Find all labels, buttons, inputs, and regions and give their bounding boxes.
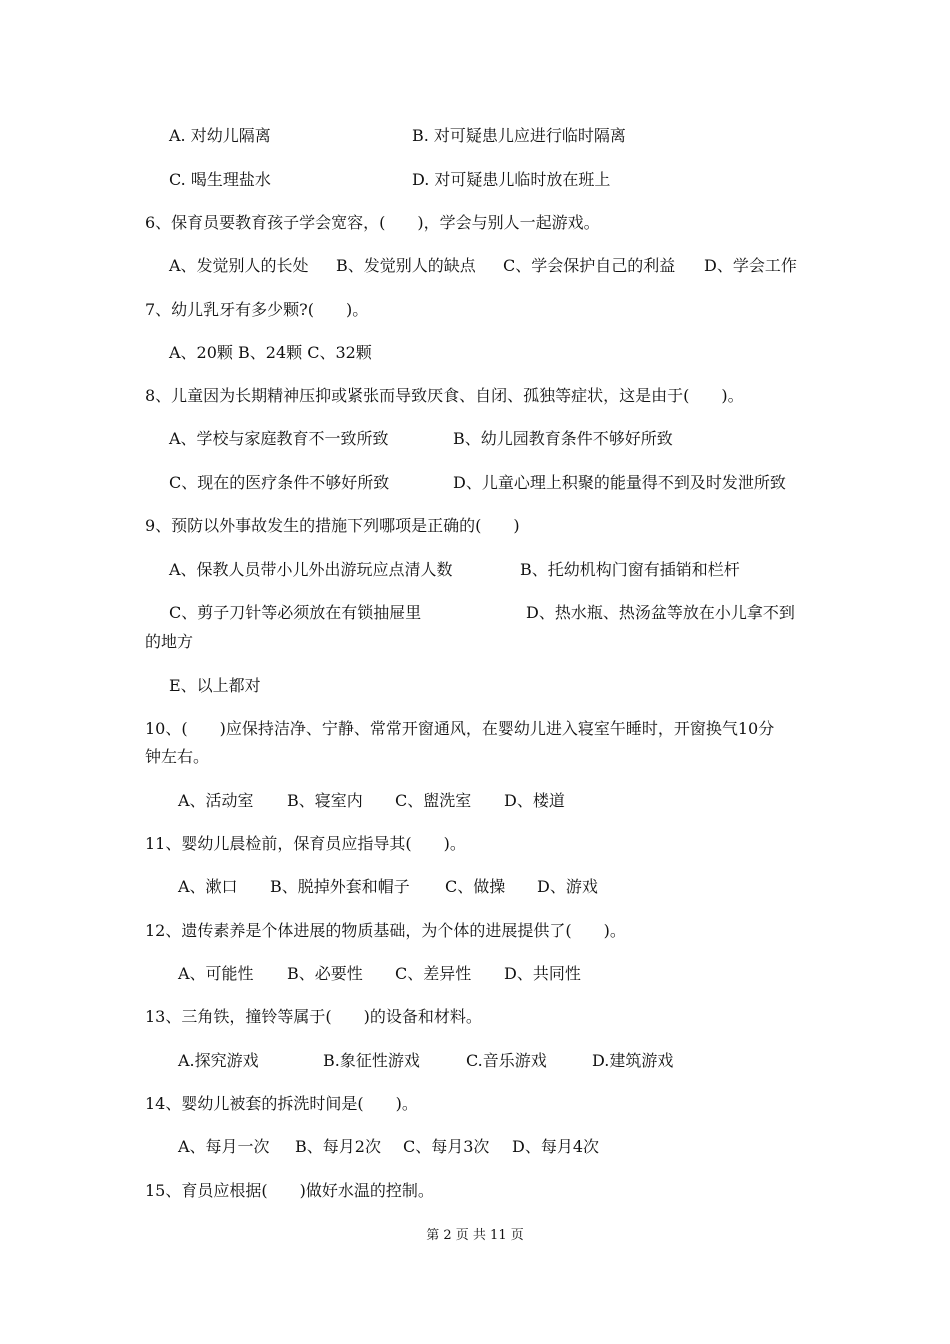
q5-option-a: A. 对幼儿隔离 bbox=[169, 126, 271, 145]
q9-option-d: D、热水瓶、热汤盆等放在小儿拿不到 bbox=[526, 603, 795, 622]
q8-option-b: B、幼儿园教育条件不够好所致 bbox=[453, 429, 673, 448]
q13-option-d: D.建筑游戏 bbox=[592, 1051, 674, 1070]
q15-stem: 15、育员应根据( )做好水温的控制。 bbox=[145, 1181, 434, 1200]
q11-option-b: B、脱掉外套和帽子 bbox=[270, 877, 410, 896]
page-footer: 第 2 页 共 11 页 bbox=[426, 1228, 524, 1243]
q6-option-d: D、学会工作 bbox=[704, 256, 797, 275]
q10-stem-line1: 10、( )应保持洁净、宁静、常常开窗通风，在婴幼儿进入寝室午睡时，开窗换气10分 bbox=[145, 719, 775, 738]
q8-option-a: A、学校与家庭教育不一致所致 bbox=[169, 429, 389, 448]
q9-option-a: A、保教人员带小儿外出游玩应点清人数 bbox=[169, 560, 453, 579]
q10-option-d: D、楼道 bbox=[504, 791, 565, 810]
q5-option-d: D. 对可疑患儿临时放在班上 bbox=[412, 170, 611, 189]
q10-option-c: C、盥洗室 bbox=[395, 791, 472, 810]
q11-option-d: D、游戏 bbox=[537, 877, 598, 896]
q14-stem: 14、婴幼儿被套的拆洗时间是( )。 bbox=[145, 1094, 418, 1113]
q13-option-a: A.探究游戏 bbox=[178, 1051, 259, 1070]
q6-option-c: C、学会保护自己的利益 bbox=[503, 256, 676, 275]
q6-stem: 6、保育员要教育孩子学会宽容，( )，学会与别人一起游戏。 bbox=[145, 213, 600, 232]
q9-option-e: E、以上都对 bbox=[169, 676, 261, 695]
q10-option-a: A、活动室 bbox=[178, 791, 254, 810]
q8-option-c: C、现在的医疗条件不够好所致 bbox=[169, 473, 390, 492]
q11-option-c: C、做操 bbox=[445, 877, 506, 896]
q13-option-b: B.象征性游戏 bbox=[323, 1051, 420, 1070]
q6-option-a: A、发觉别人的长处 bbox=[169, 256, 309, 275]
q14-option-a: A、每月一次 bbox=[178, 1137, 270, 1156]
q10-option-b: B、寝室内 bbox=[287, 791, 363, 810]
q13-stem: 13、三角铁，撞铃等属于( )的设备和材料。 bbox=[145, 1007, 482, 1026]
q9-stem: 9、预防以外事故发生的措施下列哪项是正确的( ) bbox=[145, 516, 520, 535]
q9-option-d-continued: 的地方 bbox=[145, 632, 194, 651]
q8-stem: 8、儿童因为长期精神压抑或紧张而导致厌食、自闭、孤独等症状，这是由于( )。 bbox=[145, 386, 744, 405]
q10-stem-line2: 钟左右。 bbox=[145, 747, 210, 766]
q5-option-c: C. 喝生理盐水 bbox=[169, 170, 271, 189]
q9-option-c: C、剪子刀针等必须放在有锁抽屉里 bbox=[169, 603, 422, 622]
q12-stem: 12、遗传素养是个体进展的物质基础，为个体的进展提供了( )。 bbox=[145, 921, 626, 940]
q14-option-c: C、每月3次 bbox=[403, 1137, 490, 1156]
q12-option-a: A、可能性 bbox=[178, 964, 254, 983]
q11-option-a: A、漱口 bbox=[178, 877, 238, 896]
q9-option-b: B、托幼机构门窗有插销和栏杆 bbox=[520, 560, 740, 579]
q14-option-b: B、每月2次 bbox=[295, 1137, 381, 1156]
q8-option-d: D、儿童心理上积聚的能量得不到及时发泄所致 bbox=[453, 473, 786, 492]
q13-option-c: C.音乐游戏 bbox=[466, 1051, 547, 1070]
q14-option-d: D、每月4次 bbox=[512, 1137, 600, 1156]
q5-option-b: B. 对可疑患儿应进行临时隔离 bbox=[412, 126, 626, 145]
q11-stem: 11、婴幼儿晨检前，保育员应指导其( )。 bbox=[145, 834, 466, 853]
q12-option-c: C、差异性 bbox=[395, 964, 472, 983]
q7-stem: 7、幼儿乳牙有多少颗?( )。 bbox=[145, 300, 369, 319]
q7-options: A、20颗 B、24颗 C、32颗 bbox=[169, 343, 372, 362]
q12-option-d: D、共同性 bbox=[504, 964, 581, 983]
q6-option-b: B、发觉别人的缺点 bbox=[336, 256, 476, 275]
q12-option-b: B、必要性 bbox=[287, 964, 363, 983]
